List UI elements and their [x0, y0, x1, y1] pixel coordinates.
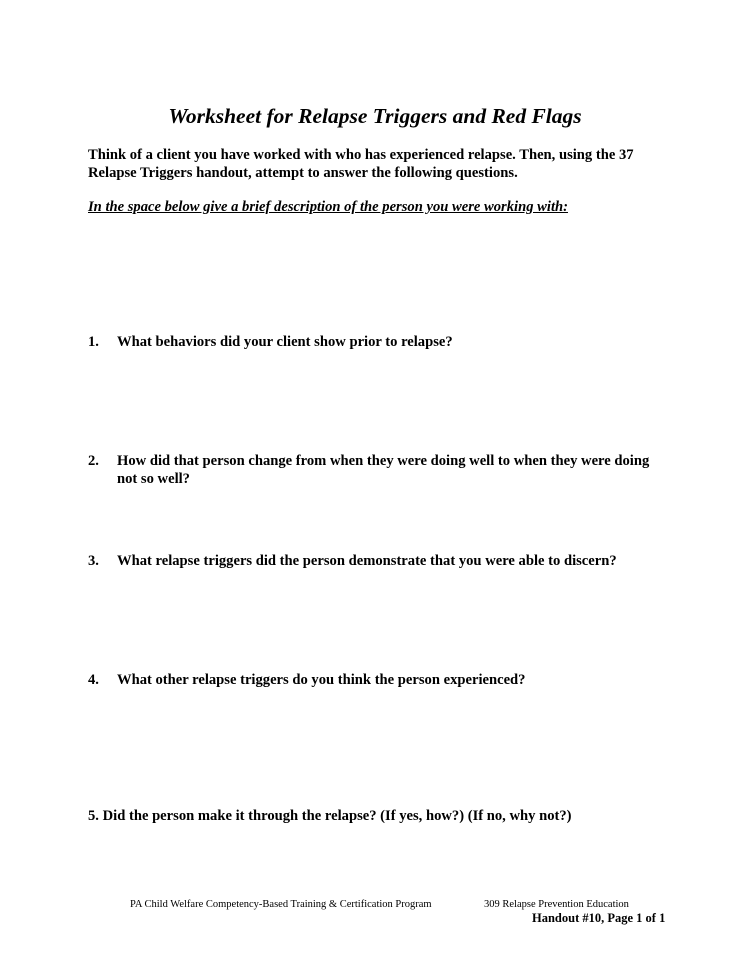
question-4	[88, 671, 677, 689]
intro-line-1: Think of a client you have worked with who has experienced relapse. Then, using the 37	[88, 147, 634, 163]
question-2	[88, 452, 677, 488]
question-5	[88, 807, 572, 825]
footer-program: PA Child Welfare Competency-Based Training & Certification Program	[130, 899, 432, 910]
question-text-line: What relapse triggers did the person demonstrate that you were able to discern?	[117, 553, 617, 569]
question-number: 1.	[88, 334, 99, 350]
question-number: 3.	[88, 553, 99, 569]
intro-paragraph	[88, 146, 678, 182]
question-3	[88, 552, 677, 570]
question-text-line: not so well?	[117, 471, 190, 487]
question-text	[117, 552, 677, 570]
page-title: Worksheet for Relapse Triggers and Red Flags	[168, 104, 582, 128]
footer-handout-page: Handout #10, Page 1 of 1	[532, 911, 666, 925]
question-text	[117, 452, 677, 488]
question-text: Did the person make it through the relapse? (If yes, how?) (If no, why not?)	[102, 808, 572, 824]
question-1	[88, 333, 677, 351]
question-text	[117, 671, 677, 689]
description-instruction: In the space below give a brief description of the person you were working with:	[88, 199, 568, 215]
question-text-line: How did that person change from when they were doing well to when they were doing	[117, 453, 650, 469]
question-number: 5.	[88, 808, 99, 824]
question-number: 2.	[88, 453, 99, 469]
question-number: 4.	[88, 672, 99, 688]
intro-line-2: Relapse Triggers handout, attempt to answer the following questions.	[88, 165, 518, 181]
footer-course: 309 Relapse Prevention Education	[484, 899, 629, 910]
question-text-line: What other relapse triggers do you think the person experienced?	[117, 672, 526, 688]
question-text-line: What behaviors did your client show prior to relapse?	[117, 334, 453, 350]
question-text	[117, 333, 677, 351]
